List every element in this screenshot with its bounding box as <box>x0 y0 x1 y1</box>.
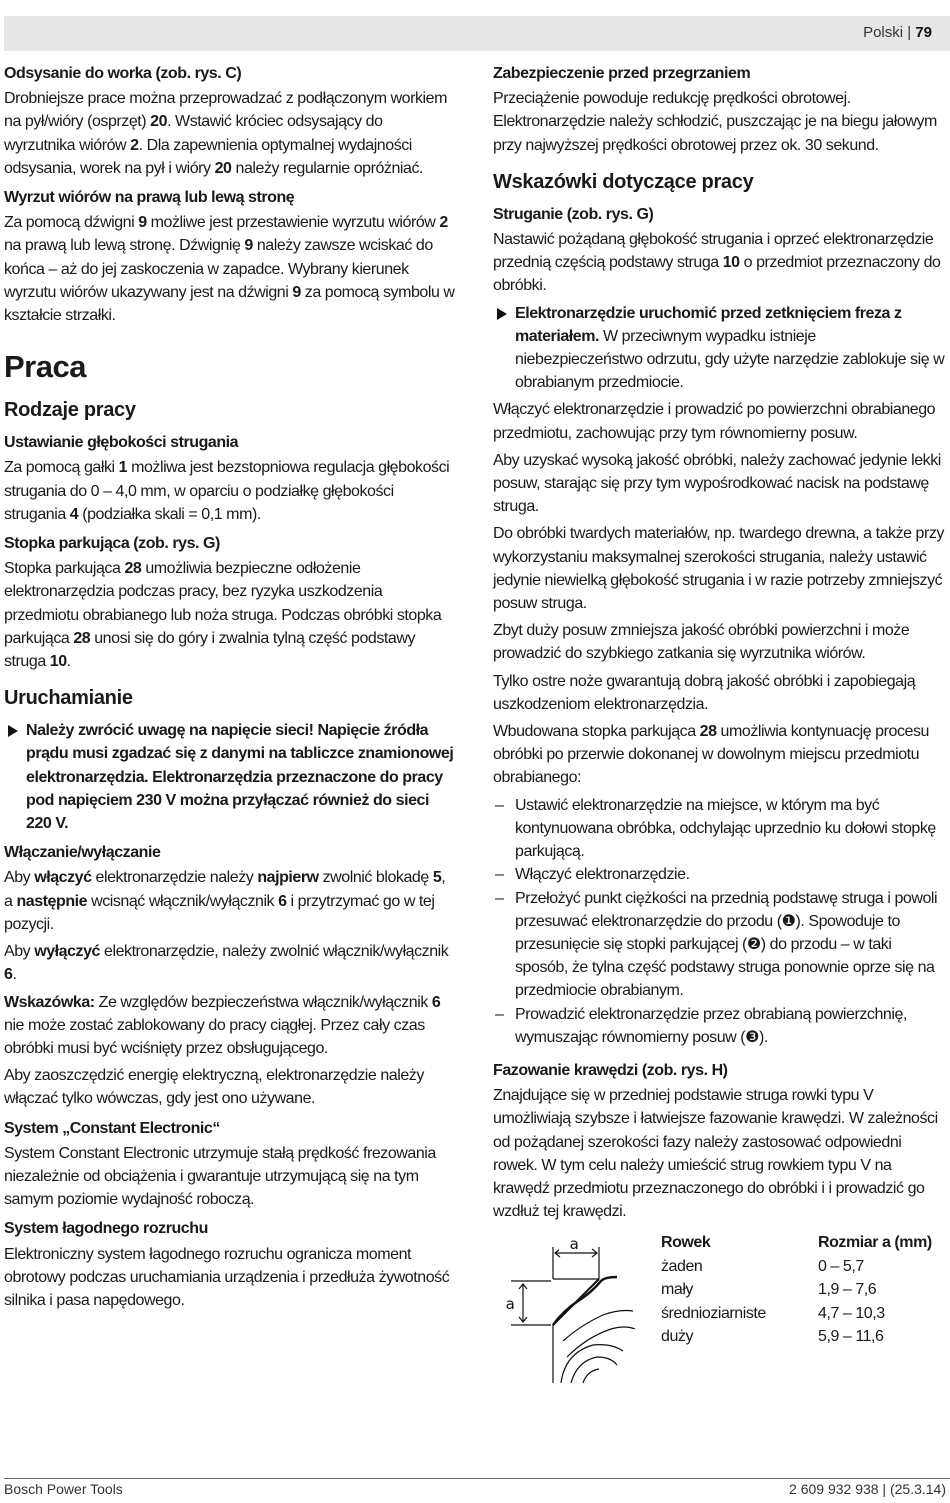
subheading-work-tips: Wskazówki dotyczące pracy <box>493 170 754 193</box>
paragraph-planing-7: Wbudowana stopka parkująca 28 umożliwia kontynuację procesu obróbki po przerwie dokonanej w dowolnym miejscu przedmiotu obrabianego: <box>493 723 929 787</box>
header-language: Polski <box>863 24 904 41</box>
table-header-row <box>661 1231 950 1255</box>
right-column <box>493 62 945 1386</box>
section-heading-constant-electronic: System „Constant Electronic“ <box>4 1119 220 1137</box>
section-heading-planing: Struganie (zob. rys. G) <box>493 205 654 223</box>
list-item: – Prowadzić elektronarzędzie przez obrabianą powierzchnię, wymuszając równomierny posuw (❸). <box>495 1005 907 1046</box>
page-header <box>863 24 932 41</box>
list-item: – Przełożyć punkt ciężkości na przednią podstawę struga i powoli przesuwać elektronarzędzie do przodu (❶). Spowoduje to przesunięcie się stopki parkującej (❷) do przodu – w taki sposób, że tylna część podstawy struga ponownie oprze się na przedmiocie obrabianym. <box>495 889 938 1000</box>
table-row <box>661 1325 950 1349</box>
table-row <box>661 1255 950 1279</box>
section-heading-parking-shoe: Stopka parkująca (zob. rys. G) <box>4 535 220 553</box>
chamfer-diagram <box>493 1233 653 1385</box>
paragraph-depth: Za pomocą gałki 1 możliwa jest bezstopniowa regulacja głębokości strugania do 0 – 4,0 mm, w oparciu o podziałkę głębokości strugania 4 (podziałka skali = 0,1 mm). <box>4 459 450 523</box>
section-heading-soft-start: System łagodnego rozruchu <box>4 1220 208 1238</box>
table-row <box>661 1278 950 1302</box>
paragraph-chamfering: Znajdujące się w przedniej podstawie struga rowki typu V umożliwiają szybsze i łatwiejsze fazowanie krawędzi. W zależności od pożądanej szerokości fazy należy zastosować odpowiedni rowek. W tym celu należy umieścić strug rowkiem typu V na krawędź przedmiotu przeznaczonego do obróbki i i prowadzić go wzdłuż tej krawędzi. <box>493 1087 938 1221</box>
chapter-heading-praca: Praca <box>4 349 86 385</box>
steps-list <box>493 794 945 1049</box>
table-cell: duży <box>661 1328 693 1346</box>
table-cell: 1,9 – 7,6 <box>818 1281 877 1299</box>
paragraph-planing-6: Tylko ostre noże gwarantują dobrą jakość obróbki i zapobiegają uszkodzeniom elektronarzędzia. <box>493 672 916 713</box>
paragraph-planing-3: Aby uzyskać wysoką jakość obróbki, należy zachować jedynie lekki posuw, starając się przy tym wypośrodkować nacisk na podstawę struga. <box>493 451 941 516</box>
left-column <box>4 62 456 1316</box>
table-cell: żaden <box>661 1257 703 1275</box>
table-row <box>661 1302 950 1326</box>
paragraph-switch-off: Aby wyłączyć elektronarzędzie, należy zwolnić włącznik/wyłącznik 6. <box>4 943 449 984</box>
section-heading-dust-bag: Odsysanie do worka (zob. rys. C) <box>4 65 242 82</box>
warning-voltage-text: Należy zwrócić uwagę na napięcie sieci! Napięcie źródła prądu musi zgadzać się z danymi na tabliczce znamionowej elektronarzędzia. Elektronarzędzia przeznaczone do pracy pod napięciem 230 V można przyłączać również do sieci 220 V. <box>26 722 454 833</box>
paragraph-parking-shoe: Stopka parkująca 28 umożliwia bezpieczne odłożenie elektronarzędzia podczas pracy, bez ryzyka uszkodzenia przedmiotu obrabianego lub noża struga. Podczas obróbki stopka parkująca 28 unosi się do góry i zwalnia tylną część podstawy struga 10. <box>4 560 442 671</box>
footer-doc-id: 2 609 932 938 | (25.3.14) <box>789 1481 946 1497</box>
section-heading-depth: Ustawianie głębokości strugania <box>4 434 239 452</box>
paragraph-constant-electronic: System Constant Electronic utrzymuje stałą prędkość frezowania niezależnie od obciążenia i gwarantuje utrzymującą się na tym samym poziomie wydajność roboczą. <box>4 1144 436 1209</box>
warning-arrow-icon <box>497 308 507 320</box>
groove-size-table <box>661 1231 950 1349</box>
paragraph-overheat: Przeciążenie powoduje redukcję prędkości obrotowej. Elektronarzędzie należy schłodzić, puszczając je na biegu jałowym przy najwyższej prędkości obrotowej przez ok. 30 sekund. <box>493 90 937 154</box>
table-header-size: Rozmiar a (mm) <box>818 1234 932 1252</box>
section-heading-chamfering: Fazowanie krawędzi (zob. rys. H) <box>493 1061 728 1079</box>
table-cell: średnioziarniste <box>661 1304 766 1322</box>
warning-arrow-icon <box>8 725 18 737</box>
section-heading-switch: Włączanie/wyłączanie <box>4 844 161 862</box>
footer-divider <box>4 1478 950 1479</box>
paragraph-planing-5: Zbyt duży posuw zmniejsza jakość obróbki powierzchni i może prowadzić do szybkiego zatkania się wyrzutnika wiórów. <box>493 622 910 663</box>
subheading-rodzaje-pracy: Rodzaje pracy <box>4 399 136 422</box>
paragraph-dust-bag: Drobniejsze prace można przeprowadzać z podłączonym workiem na pył/wióry (osprzęt) 20. Wstawić króciec odsysający do wyrzutnika wiórów 2. Dla zapewnienia optymalnej wydajności odsysania, worek na pył i wióry 20 należy regularnie opróżniać. <box>4 90 447 177</box>
warning-start-before-contact: Elektronarzędzie uruchomić przed zetknięciem freza z materiałem. W przeciwnym wypadku istnieje niebezpieczeństwo odrzutu, gdy użyte narzędzie zablokuje się w obrabianym przedmiocie. <box>493 302 945 395</box>
paragraph-planing-4: Do obróbki twardych materiałów, np. twardego drewna, a także przy wykorzystaniu maksymalnej szerokości strugania, należy ustawić jedynie niewielką głębokość strugania i w razie potrzeby zmniejszyć posuw struga. <box>493 525 944 613</box>
paragraph-soft-start: Elektroniczny system łagodnego rozruchu ogranicza moment obrotowy podczas uruchamiania urządzenia i przedłuża żywotność silnika i pasa napędowego. <box>4 1245 450 1309</box>
paragraph-chip-ejection: Za pomocą dźwigni 9 możliwe jest przestawienie wyrzutu wiórów 2 na prawą lub lewą stronę. Dźwignię 9 należy zawsze wciskać do końca – aż do jej zaskoczenia w zapadce. Wybrany kierunek wyrzutu wiórów ukazywany jest na dźwigni 9 za pomocą symbolu w kształcie strzałki. <box>4 214 455 325</box>
warning-voltage <box>4 719 456 835</box>
footer-brand: Bosch Power Tools <box>4 1481 123 1497</box>
paragraph-energy-saving: Aby zaoszczędzić energię elektryczną, elektronarzędzie należy włączać tylko wówczas, gdy jest ono używane. <box>4 1067 424 1108</box>
subheading-uruchamianie: Uruchamianie <box>4 687 133 710</box>
table-cell: mały <box>661 1281 693 1299</box>
list-item: – Włączyć elektronarzędzie. <box>495 866 690 884</box>
chamfer-figure-and-table <box>493 1231 945 1386</box>
paragraph-planing: Nastawić pożądaną głębokość strugania i oprzeć elektronarzędzie przednią częścią podstawy struga 10 o przedmiot przeznaczony do obróbki. <box>493 231 941 295</box>
list-item: – Ustawić elektronarzędzie na miejsce, w którym ma być kontynuowana obróbka, odchylając uprzednio ku dołowi stopkę parkującą. <box>495 796 936 861</box>
table-cell: 4,7 – 10,3 <box>818 1304 885 1322</box>
section-heading-chip-ejection: Wyrzut wiórów na prawą lub lewą stronę <box>4 189 295 207</box>
table-header-groove: Rowek <box>661 1234 711 1252</box>
table-cell: 5,9 – 11,6 <box>818 1328 884 1346</box>
page-number: 79 <box>915 24 932 41</box>
header-separator: | <box>903 24 916 41</box>
paragraph-switch-on: Aby włączyć elektronarzędzie należy najpierw zwolnić blokadę 5, a następnie wcisnąć włącznik/wyłącznik 6 i przytrzymać go w tej pozycji. <box>4 869 446 933</box>
paragraph-switch-note: Wskazówka: Ze względów bezpieczeństwa włącznik/wyłącznik 6 nie może zostać zablokowany do pracy ciągłej. Przez cały czas obróbki musi być wciśnięty przez obsługującego. <box>4 993 441 1057</box>
table-cell: 0 – 5,7 <box>818 1257 864 1275</box>
diagram-label-top: a <box>569 1235 579 1254</box>
section-heading-overheat: Zabezpieczenie przed przegrzaniem <box>493 65 751 82</box>
paragraph-planing-2: Włączyć elektronarzędzie i prowadzić po powierzchni obrabianego przedmiotu, zachowując przy tym równomierny posuw. <box>493 401 936 442</box>
header-bar <box>4 16 950 51</box>
diagram-label-left: a <box>505 1295 515 1314</box>
